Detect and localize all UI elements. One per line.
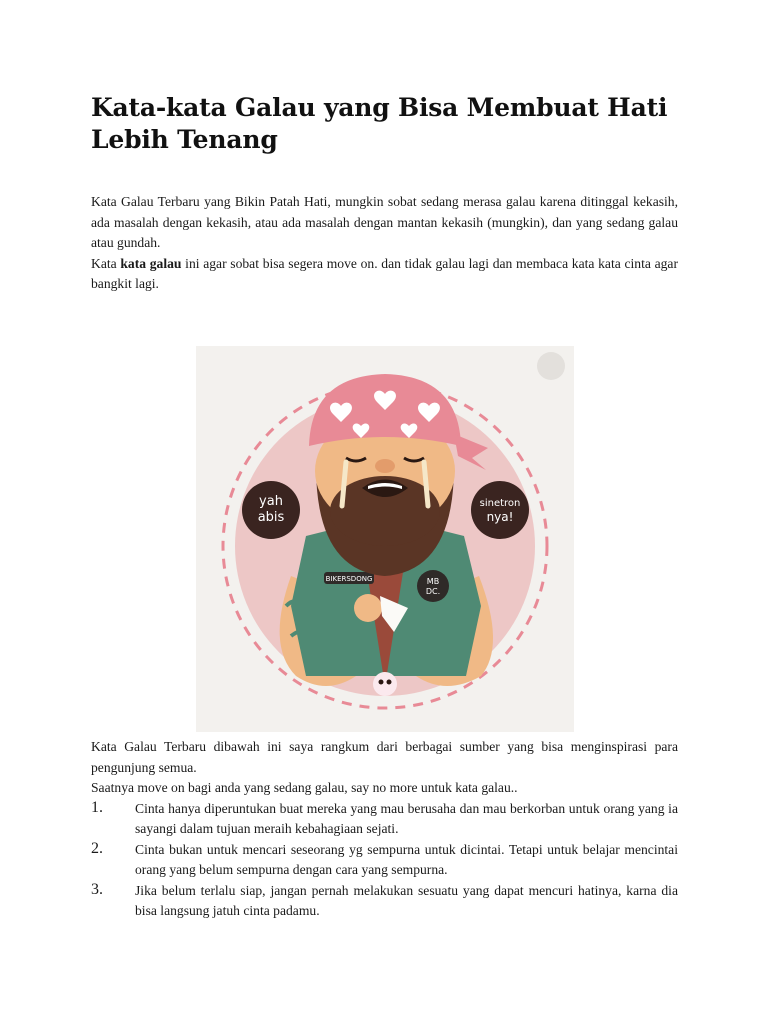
text-prefix: Kata [91, 255, 121, 271]
text-suffix: ini agar sobat bisa segera move on. dan tidak galau lagi dan membaca kata kata cinta agar bangkit lagi. [91, 255, 678, 291]
list-text: Jika belum terlalu siap, jangan pernah melakukan sesuatu yang dapat mencuri hatinya, karna dia bisa langsung jatuh cinta padamu. [135, 882, 678, 918]
intro-paragraph-2 [91, 254, 678, 295]
bubble-left-line-2: abis [257, 510, 285, 525]
badge-line-2: DC. [425, 587, 441, 596]
watermark-logo [537, 352, 565, 380]
bold-keyword: kata galau [120, 255, 182, 271]
illustration [196, 346, 574, 732]
document-body [91, 737, 678, 922]
list-number: 3. [91, 880, 103, 898]
list-item [91, 799, 678, 840]
body-paragraph: Saatnya move on bagi anda yang sedang galau, say no more untuk kata galau.. [91, 780, 518, 795]
list-number: 1. [91, 798, 103, 816]
hand [354, 594, 382, 622]
bubble-right-line-2: nya! [486, 510, 514, 524]
list-text: Cinta bukan untuk mencari seseorang yg sempurna untuk dicintai. Tetapi untuk belajar mencintai orang yang belum sempurna dengan cara yang sempurna. [135, 841, 678, 877]
bubble-left-line-1: yah [259, 494, 283, 509]
list-number: 2. [91, 839, 103, 857]
crying-biker-illustration [196, 346, 574, 732]
nose [375, 459, 395, 473]
list-item [91, 881, 678, 922]
intro-paragraph: Kata Galau Terbaru yang Bikin Patah Hati, mungkin sobat sedang merasa galau karena ditinggal kekasih, ada masalah dengan kekasih, atau ada masalah dengan mantan kekasih (mungkin), dan yang sedang galau atau gundah. [91, 194, 678, 250]
skull-icon [373, 672, 397, 696]
bubble-right-line-1: sinetron [479, 498, 521, 509]
page-title: Kata-kata Galau yang Bisa Membuat Hati Lebih Tenang [91, 93, 668, 154]
body-paragraph: Kata Galau Terbaru dibawah ini saya rangkum dari berbagai sumber yang bisa menginspirasi para pengunjung semua. [91, 739, 678, 775]
list-text: Cinta hanya diperuntukan buat mereka yang mau berusaha dan mau berkorban untuk orang yang ia sayangi dalam tujuan meraih kebahagiaan sejati. [135, 800, 678, 836]
document-header [91, 92, 678, 295]
mbdc-badge [417, 570, 449, 602]
badge-line-1: MB [426, 577, 440, 586]
list-item [91, 840, 678, 881]
name-patch-text: BIKERSDONG [325, 575, 373, 583]
